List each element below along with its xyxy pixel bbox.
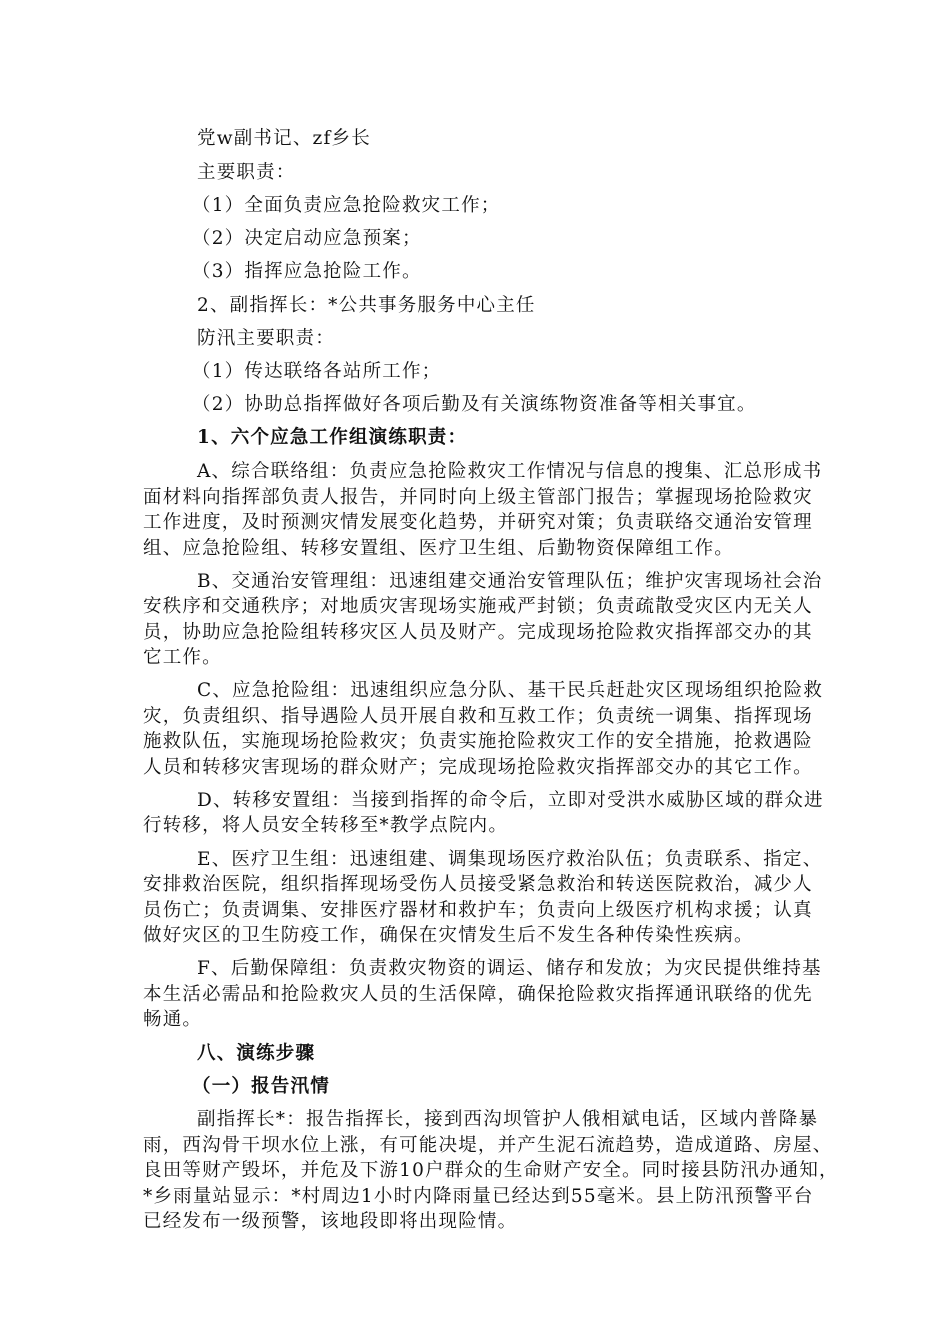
- group-e-line: 员伤亡；负责调集、安排医疗器材和救护车；负责向上级医疗机构求援；认真: [143, 900, 813, 921]
- commander-duty-3: （3）指挥应急抢险工作。: [192, 261, 422, 282]
- group-c-line: 人员和转移灾害现场的群众财产；完成现场抢险救灾指挥部交办的其它工作。: [143, 757, 813, 778]
- group-c-line: C、应急抢险组：迅速组织应急分队、基干民兵赶赴灾区现场组织抢险救: [197, 680, 824, 701]
- report-line: 良田等财产毁坏，并危及下游10户群众的生命财产安全。同时接县防汛办通知，: [143, 1160, 839, 1181]
- deputy-commander: 2、副指挥长：*公共事务服务中心主任: [197, 295, 536, 316]
- flood-duties-heading: 防汛主要职责：: [197, 328, 335, 349]
- report-line: *乡雨量站显示：*村周边1小时内降雨量已经达到55毫米。县上防汛预警平台: [143, 1186, 814, 1207]
- subsection-one-heading: （一）报告汛情: [192, 1076, 330, 1097]
- group-c-line: 灾，负责组织、指导遇险人员开展自救和互救工作；负责统一调集、指挥现场: [143, 706, 813, 727]
- group-e-line: 做好灾区的卫生防疫工作，确保在灾情发生后不发生各种传染性疾病。: [143, 925, 754, 946]
- report-line: 副指挥长*：报告指挥长，接到西沟坝管护人俄相斌电话，区域内普降暴: [197, 1109, 819, 1130]
- deputy-duty-2: （2）协助总指挥做好各项后勤及有关演练物资准备等相关事宜。: [192, 394, 757, 415]
- deputy-duty-1: （1）传达联络各站所工作；: [192, 361, 442, 382]
- group-b-line: 它工作。: [143, 647, 222, 668]
- groups-heading: 1、六个应急工作组演练职责：: [197, 427, 468, 448]
- group-a-line: 面材料向指挥部负责人报告，并同时向上级主管部门报告；掌握现场抢险救灾: [143, 487, 813, 508]
- report-line: 雨，西沟骨干坝水位上涨，有可能决堤，并产生泥石流趋势，造成道路、房屋、: [143, 1135, 833, 1156]
- group-d-line: D、转移安置组：当接到指挥的命令后，立即对受洪水威胁区域的群众进: [197, 790, 824, 811]
- report-line: 已经发布一级预警，该地段即将出现险情。: [143, 1211, 518, 1232]
- group-f-line: 畅通。: [143, 1009, 203, 1030]
- group-b-line: 员，协助应急抢险组转移灾区人员及财产。完成现场抢险救灾指挥部交办的其: [143, 622, 813, 643]
- group-c-line: 施救队伍，实施现场抢险救灾；负责实施抢险救灾工作的安全措施，抢救遇险: [143, 731, 813, 752]
- group-e-line: 安排救治医院，组织指挥现场受伤人员接受紧急救治和转送医院救治，减少人: [143, 874, 813, 895]
- group-b-line: B、交通治安管理组：迅速组建交通治安管理队伍；维护灾害现场社会治: [197, 571, 823, 592]
- group-f-line: 本生活必需品和抢险救灾人员的生活保障，确保抢险救灾指挥通讯联络的优先: [143, 984, 813, 1005]
- group-a-line: 工作进度，及时预测灾情发展变化趋势，并研究对策；负责联络交通治安管理: [143, 512, 813, 533]
- commander-duty-1: （1）全面负责应急抢险救灾工作；: [192, 195, 501, 216]
- group-e-line: E、医疗卫生组：迅速组建、调集现场医疗救治队伍；负责联系、指定、: [197, 849, 823, 870]
- group-a-line: 组、应急抢险组、转移安置组、医疗卫生组、后勤物资保障组工作。: [143, 538, 735, 559]
- commander-title: 党w副书记、zf乡长: [197, 128, 371, 149]
- group-a-line: A、综合联络组：负责应急抢险救灾工作情况与信息的搜集、汇总形成书: [197, 461, 823, 482]
- group-b-line: 安秩序和交通秩序；对地质灾害现场实施戒严封锁；负责疏散受灾区内无关人: [143, 596, 813, 617]
- section-eight-heading: 八、演练步骤: [197, 1043, 316, 1064]
- group-d-line: 行转移，将人员安全转移至*教学点院内。: [143, 815, 509, 836]
- group-f-line: F、后勤保障组：负责救灾物资的调运、储存和发放；为灾民提供维持基: [197, 958, 822, 979]
- commander-duty-2: （2）决定启动应急预案；: [192, 228, 422, 249]
- duties-heading: 主要职责：: [197, 162, 296, 183]
